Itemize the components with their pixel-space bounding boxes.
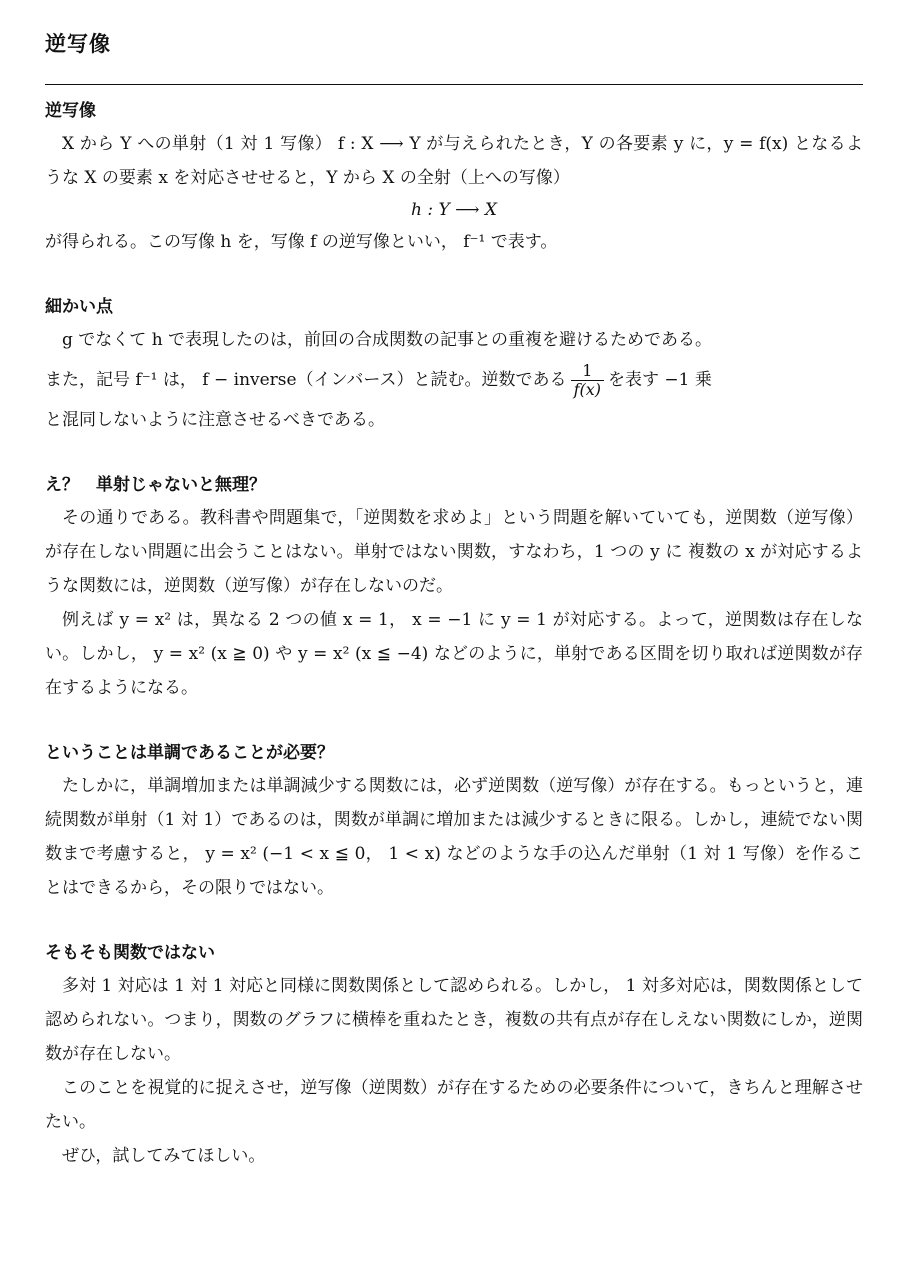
paragraph: g でなくて h で表現したのは，前回の合成関数の記事との重複を避けるためである。: [62, 330, 713, 350]
paragraph: X から Y への単射（1 対 1 写像） f : X ⟶ Y が与えられたとき，Y の各要素 y に，y = f(x) となるような X の要素 x を対応させせると，Y から X の全射（上への写像）: [45, 134, 863, 188]
paragraph: その通りである。教科書や問題集で，「逆関数を求めよ」という問題を解いていても，逆関数（逆写像）が存在しない問題に出会うことはない。単射ではない関数，すなわち，1 つの y に 複数の x が対応するような関数には，逆関数（逆写像）が存在しないのだ。: [45, 508, 863, 596]
fraction-denominator: f(x): [573, 380, 601, 399]
paragraph-with-fraction: [45, 357, 863, 403]
section-heading: え？ 単射じゃないと無理？: [45, 475, 266, 495]
text-run: を表す −1 乗: [608, 370, 712, 390]
section-inverse-mapping: [45, 99, 863, 259]
paragraph: と混同しないように注意させるべきである。: [45, 410, 385, 430]
fraction: [571, 362, 604, 398]
paragraph: が得られる。この写像 h を，写像 f の逆写像といい， f⁻¹ で表す。: [45, 232, 558, 252]
paragraph: 例えば y = x² は，異なる 2 つの値 x = 1， x = −1 に y = 1 が対応する。よって，逆関数は存在しない。しかし， y = x² (x ≧ 0) や y = x² (x ≦ −4) などのように，単射である区間を切り取れば逆関数が存在するようになる。: [45, 610, 863, 698]
section-heading: 逆写像: [45, 101, 96, 121]
display-formula: h : Y ⟶ X: [411, 200, 497, 220]
paragraph: 多対 1 対応は 1 対 1 対応と同様に関数関係として認められる。しかし， 1 対多対応は，関数関係として認められない。つまり，関数のグラフに横棒を重ねたとき，複数の共有点が存在しえない関数にしか，逆関数が存在しない。: [45, 976, 863, 1064]
section-heading: そもそも関数ではない: [45, 943, 215, 963]
section-injective-required: [45, 473, 863, 705]
section-monotonic: [45, 741, 863, 905]
section-heading: ということは単調であることが必要？: [45, 743, 334, 763]
page-title: 逆写像: [45, 28, 863, 85]
paragraph: このことを視覚的に捉えさせ，逆写像（逆関数）が存在するための必要条件について，きちんと理解させたい。: [45, 1078, 863, 1132]
section-heading: 細かい点: [45, 297, 113, 317]
section-not-a-function: [45, 941, 863, 1173]
text-run: また，記号 f⁻¹ は， f − inverse（インバース）と読む。逆数である: [45, 370, 567, 390]
fraction-numerator: 1: [571, 362, 604, 381]
section-details: [45, 295, 863, 437]
paragraph: ぜひ，試してみてほしい。: [62, 1146, 266, 1166]
paragraph: たしかに，単調増加または単調減少する関数には，必ず逆関数（逆写像）が存在する。もっというと，連続関数が単射（1 対 1）であるのは，関数が単調に増加または減少するときに限る。しかし，連続でない関数まで考慮すると， y = x² (−1 < x ≦ 0， 1 < x) などのような手の込んだ単射（1 対 1 写像）を作ることはできるから，その限りではない。: [45, 776, 863, 898]
document-page: [45, 28, 863, 1173]
